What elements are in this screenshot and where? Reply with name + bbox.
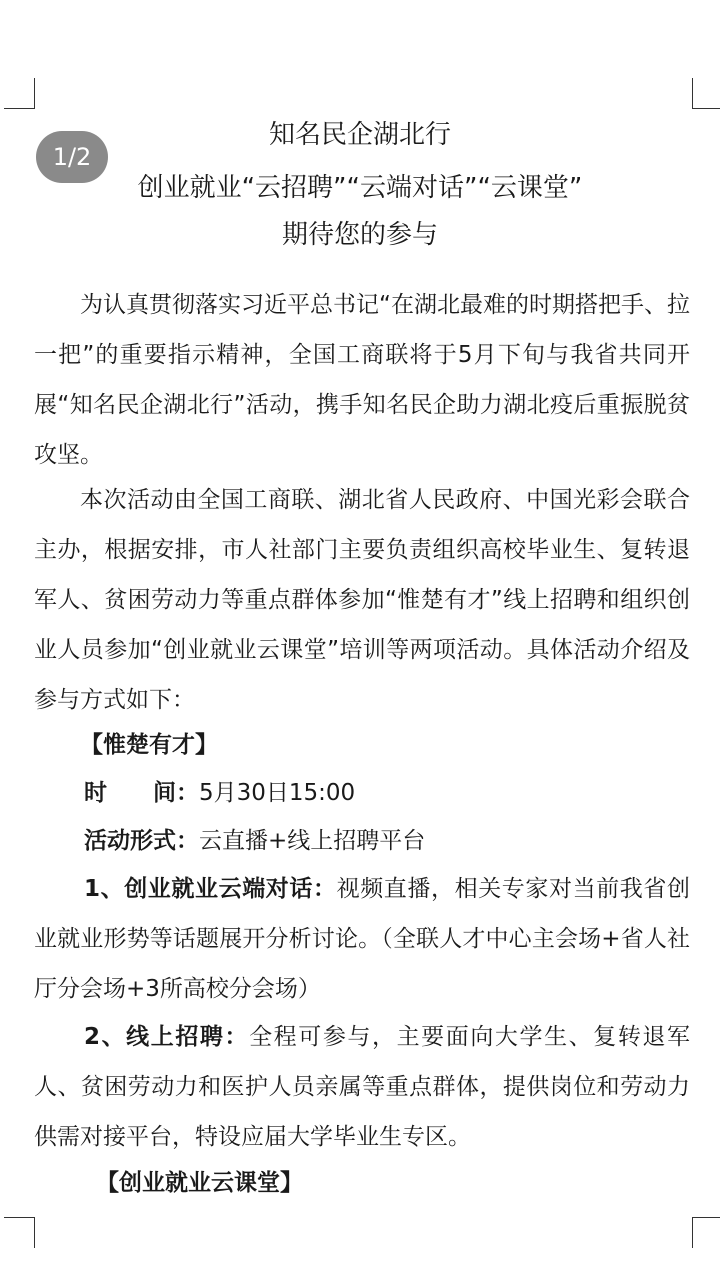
event-time-value: 5月30日15:00 xyxy=(199,780,356,806)
item-online-recruitment-text: 全程可参与，主要面向大学生、复转退军人、贫困劳动力和医护人员亲属等重点群体，提供岗位和劳动力供需对接平台，特设应届大学毕业生专区。 xyxy=(34,1024,690,1150)
event-time-label: 时 间： xyxy=(84,780,199,806)
item-online-recruitment-lead: 2、线上招聘： xyxy=(84,1024,250,1050)
title-line-3: 期待您的参与 xyxy=(281,220,438,250)
paragraph-organizers: 本次活动由全国工商联、湖北省人民政府、中国光彩会联合主办，根据安排，市人社部门主要负责组织高校毕业生、复转退军人、贫困劳动力等重点群体参加“惟楚有才”线上招聘和组织创业人员参加“创业就业云课堂”培训等两项活动。具体活动介绍及参与方式如下： xyxy=(34,487,690,713)
crop-mark-top-left xyxy=(4,78,35,109)
event-form-value: 云直播+线上招聘平台 xyxy=(199,828,426,854)
title-line-2: 创业就业“云招聘”“云端对话”“云课堂” xyxy=(137,173,583,203)
event-time-row xyxy=(84,768,355,818)
event-form-row xyxy=(84,816,425,866)
section-heading-weichu: 【惟楚有才】 xyxy=(80,732,218,758)
item-online-recruitment xyxy=(34,1012,690,1162)
section-heading-cloud-classroom: 【创业就业云课堂】 xyxy=(96,1170,303,1196)
item-cloud-dialogue-text: 视频直播，相关专家对当前我省创业就业形势等话题展开分析讨论。（全联人才中心主会场+省人社厅分会场+3所高校分会场） xyxy=(34,876,691,1002)
crop-mark-bottom-right xyxy=(692,1217,720,1248)
page-indicator-badge[interactable]: 1/2 xyxy=(36,131,108,183)
item-cloud-dialogue xyxy=(34,864,690,1014)
crop-mark-bottom-left xyxy=(4,1217,35,1248)
event-form-label: 活动形式： xyxy=(84,828,199,854)
item-cloud-dialogue-lead: 1、创业就业云端对话： xyxy=(84,876,337,902)
crop-mark-top-right xyxy=(692,78,720,109)
title-line-1: 知名民企湖北行 xyxy=(268,120,451,150)
paragraph-intro: 为认真贯彻落实习近平总书记“在湖北最难的时期搭把手、拉一把”的重要指示精神，全国工商联将于5月下旬与我省共同开展“知名民企湖北行”活动，携手知名民企助力湖北疫后重振脱贫攻坚。 xyxy=(34,292,690,468)
